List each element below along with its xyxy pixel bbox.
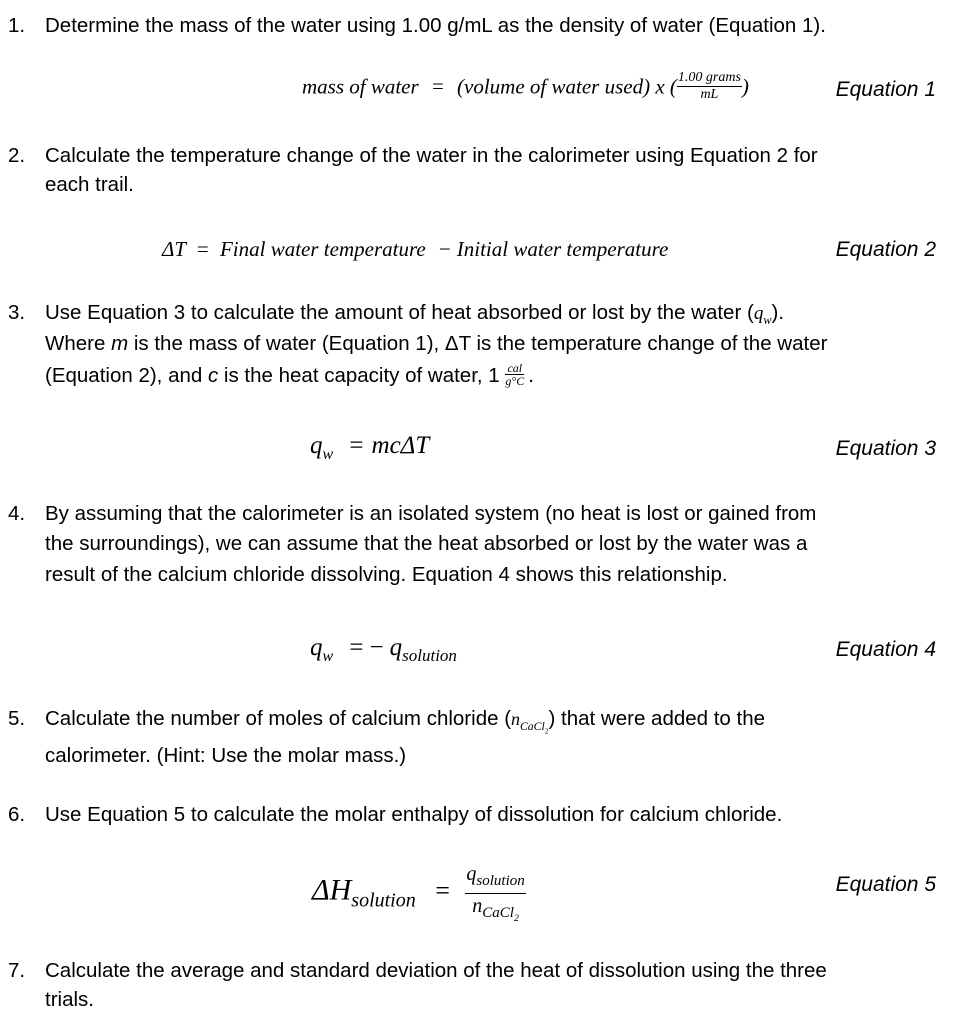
equation-2: ΔT = Final water temperature − Initial water temperature xyxy=(162,237,669,261)
item-6-number: 6. xyxy=(8,803,26,826)
equation-3: $q_w = mc\Delta T$ xyxy=(310,432,430,463)
equation-2-label: Equation 2 xyxy=(835,238,936,261)
item-2-line-2: each trail. xyxy=(45,173,134,196)
item-3-line-1: Use Equation 3 to calculate the amount of heat absorbed or lost by the water $(q_w)$. xyxy=(45,301,785,327)
item-4-number: 4. xyxy=(8,502,26,525)
item-4-line-3: result of the calcium chloride dissolving. Equation 4 shows this relationship. xyxy=(45,563,728,586)
equation-3-label: Equation 3 xyxy=(835,437,936,460)
item-3-line-3: (Equation 2), and c is the heat capacity of water, 1 $\frac{\text{cal}}{g^\circ C}$ . xyxy=(45,361,534,389)
equation-5-label: Equation 5 xyxy=(835,873,936,896)
item-4-line-1: By assuming that the calorimeter is an isolated system (no heat is lost or gained from xyxy=(45,502,817,525)
item-5-number: 5. xyxy=(8,707,26,730)
item-3-line-2: Where m is the mass of water (Equation 1), ΔT is the temperature change of the water xyxy=(45,332,828,355)
item-4-line-2: the surroundings), we can assume that the heat absorbed or lost by the water was a xyxy=(45,532,808,555)
equation-1-label: Equation 1 xyxy=(835,78,936,101)
item-6-text: Use Equation 5 to calculate the molar enthalpy of dissolution for calcium chloride. xyxy=(45,803,783,826)
equation-1: mass of water = (volume of water used) x ( $\frac{\text{1.00 grams}}{mL}$ ) xyxy=(302,70,749,102)
item-3-number: 3. xyxy=(8,301,26,324)
item-7-line-1: Calculate the average and standard deviation of the heat of dissolution using the three xyxy=(45,959,827,982)
item-7-number: 7. xyxy=(8,959,26,982)
equation-4-label: Equation 4 xyxy=(835,638,936,661)
item-5-line-1: Calculate the number of moles of calcium chloride $(n_{CaCl_2})$ that were added to the xyxy=(45,707,766,735)
item-1-text: Determine the mass of the water using 1.00 g/mL as the density of water (Equation 1). xyxy=(45,14,826,37)
item-2-number: 2. xyxy=(8,144,26,167)
equation-4: $q_w$ = − $q_{solution}$ xyxy=(310,634,457,665)
item-1-number: 1. xyxy=(8,14,26,37)
item-2-line-1: Calculate the temperature change of the water in the calorimeter using Equation 2 for xyxy=(45,144,818,167)
equation-5: $\Delta H_{solution}$ = $\frac{q_{solution}}{n_{CaCl_2}}$ xyxy=(312,863,525,924)
item-7-line-2: trials. xyxy=(45,988,94,1011)
item-5-line-2: calorimeter. (Hint: Use the molar mass.) xyxy=(45,744,407,767)
